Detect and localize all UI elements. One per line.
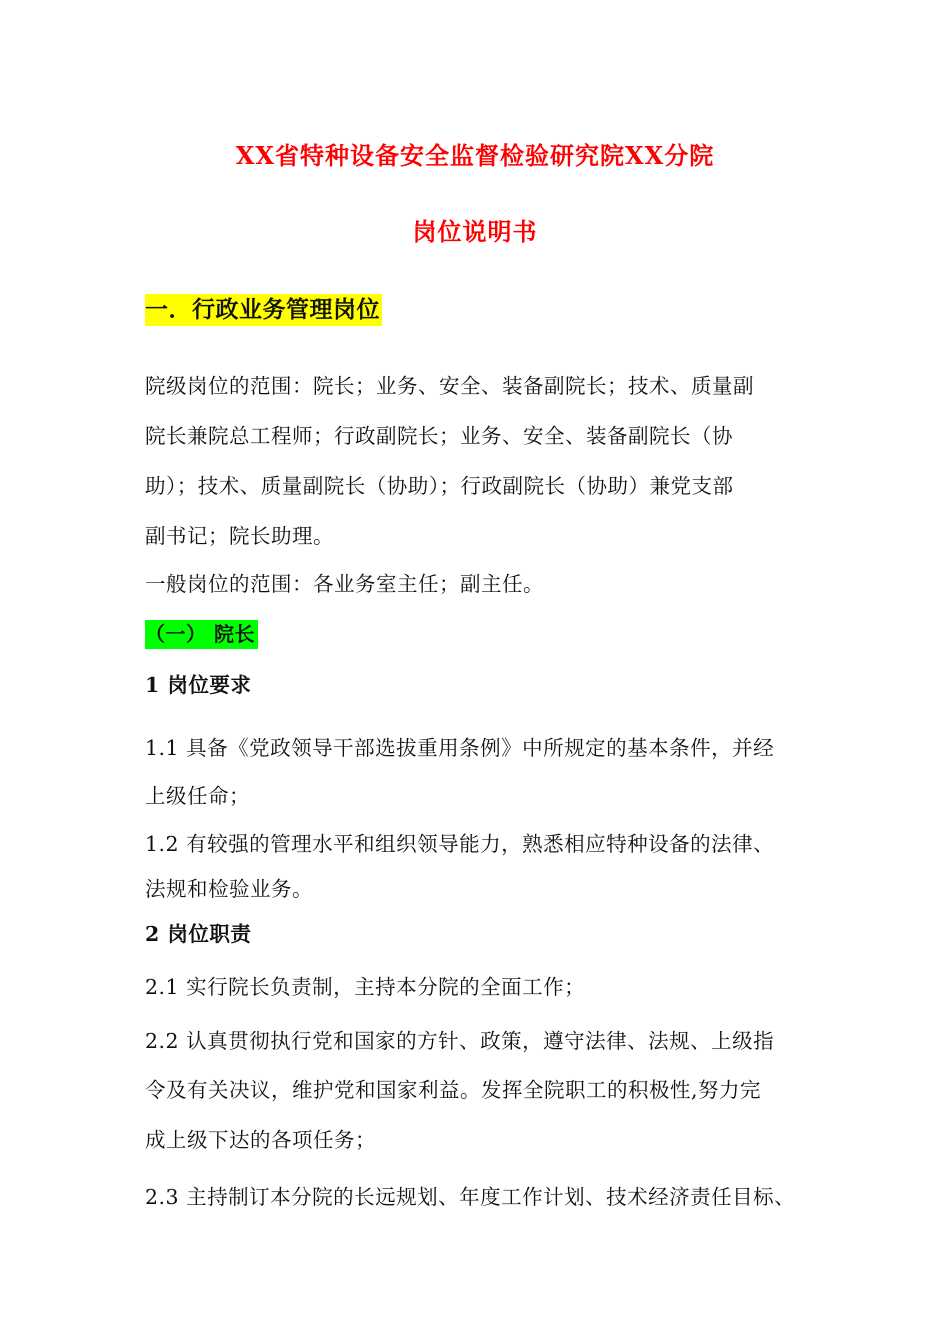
scope-line: 院长兼院总工程师；行政副院长；业务、安全、装备副院长（协 [145, 424, 733, 448]
requirement-line: 1.2 有较强的管理水平和组织领导能力，熟悉相应特种设备的法律、 [145, 832, 775, 856]
scope-line: 一般岗位的范围：各业务室主任；副主任。 [145, 572, 544, 596]
subsection-heading: （一） 院长 [145, 620, 258, 649]
duty-line: 2.1 实行院长负责制，主持本分院的全面工作； [145, 975, 586, 999]
duty-line: 成上级下达的各项任务； [145, 1128, 376, 1152]
section-heading: 一．行政业务管理岗位 [145, 294, 382, 326]
scope-line: 院级岗位的范围：院长；业务、安全、装备副院长；技术、质量副 [145, 374, 754, 398]
duty-line: 2.2 认真贯彻执行党和国家的方针、政策，遵守法律、法规、上级指 [145, 1029, 775, 1053]
document-title: XX省特种设备安全监督检验研究院XX分院 [235, 141, 715, 170]
requirements-heading: 1 岗位要求 [145, 673, 252, 697]
requirement-line: 上级任命； [145, 784, 250, 808]
subsection-heading-row [145, 618, 258, 647]
duties-heading: 2 岗位职责 [145, 922, 252, 946]
duty-line: 令及有关决议，维护党和国家利益。发挥全院职工的积极性,努力完 [145, 1078, 762, 1102]
duty-line: 2.3 主持制订本分院的长远规划、年度工作计划、技术经济责任目标、 [145, 1185, 796, 1209]
document-subtitle: 岗位说明书 [412, 217, 538, 246]
requirement-line: 法规和检验业务。 [145, 877, 313, 901]
requirement-line: 1.1 具备《党政领导干部选拔重用条例》中所规定的基本条件，并经 [145, 736, 775, 760]
scope-line: 副书记；院长助理。 [145, 524, 334, 548]
scope-line: 助）；技术、质量副院长（协助）；行政副院长（协助）兼党支部 [145, 474, 734, 498]
section-heading-row [145, 291, 382, 324]
